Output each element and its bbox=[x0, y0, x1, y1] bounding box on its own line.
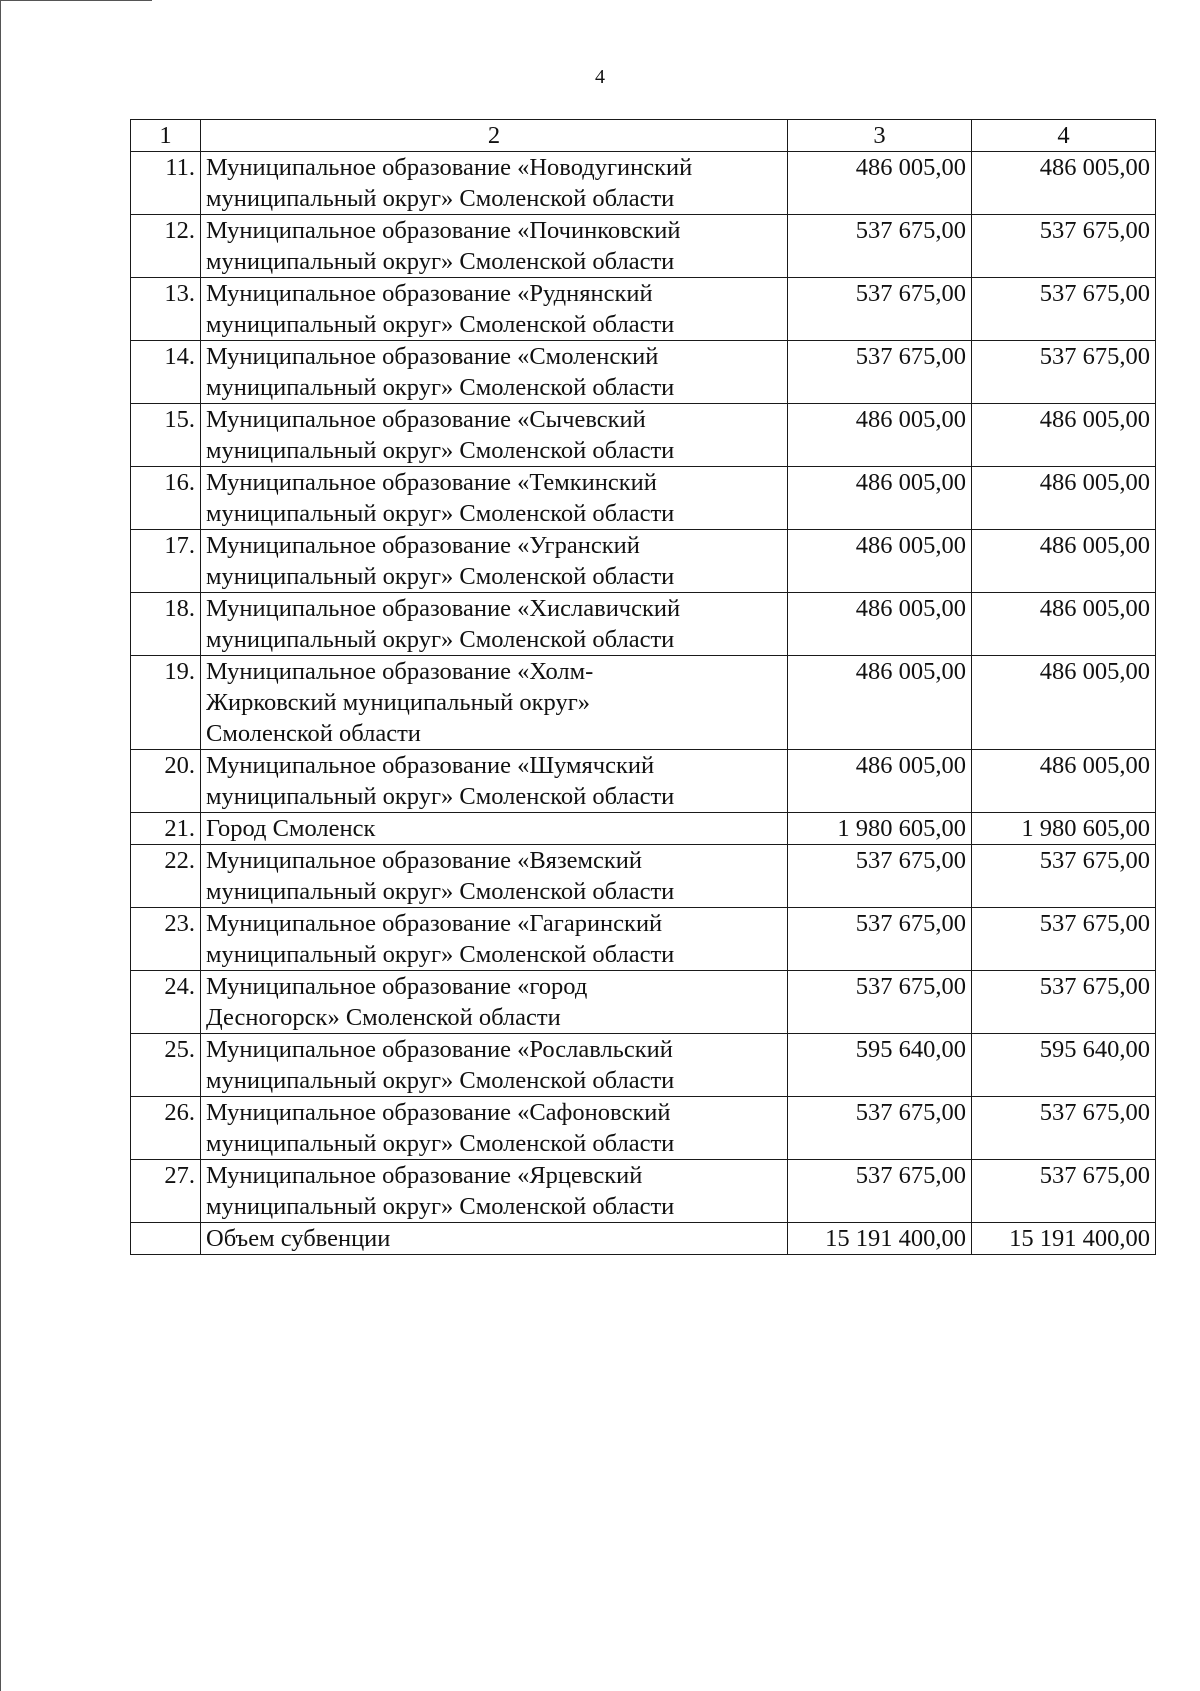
municipality-name-line: Муниципальное образование «Рославльский bbox=[206, 1036, 673, 1063]
row-number: 18. bbox=[131, 593, 201, 656]
amount-col-3: 486 005,00 bbox=[788, 152, 972, 215]
row-number: 24. bbox=[131, 971, 201, 1034]
row-number: 17. bbox=[131, 530, 201, 593]
header-col-4: 4 bbox=[972, 120, 1156, 152]
amount-col-4: 537 675,00 bbox=[972, 908, 1156, 971]
amount-col-4: 537 675,00 bbox=[972, 845, 1156, 908]
amount-col-4: 486 005,00 bbox=[972, 750, 1156, 813]
table-row bbox=[131, 656, 1156, 750]
row-number: 25. bbox=[131, 1034, 201, 1097]
municipality-name bbox=[201, 845, 788, 908]
amount-col-3: 486 005,00 bbox=[788, 530, 972, 593]
municipality-name bbox=[201, 1034, 788, 1097]
municipality-name bbox=[201, 341, 788, 404]
municipality-name-line: муниципальный округ» Смоленской области bbox=[206, 311, 675, 338]
header-col-1: 1 bbox=[131, 120, 201, 152]
row-number: 21. bbox=[131, 813, 201, 845]
municipality-name-line: муниципальный округ» Смоленской области bbox=[206, 185, 675, 212]
table-row bbox=[131, 467, 1156, 530]
table-row bbox=[131, 341, 1156, 404]
table-row bbox=[131, 908, 1156, 971]
amount-col-3: 486 005,00 bbox=[788, 656, 972, 750]
table-row bbox=[131, 404, 1156, 467]
table-row bbox=[131, 845, 1156, 908]
row-number: 23. bbox=[131, 908, 201, 971]
municipality-name-line: Муниципальное образование «Шумячский bbox=[206, 752, 655, 779]
municipality-name-line: Муниципальное образование «Смоленский bbox=[206, 343, 659, 370]
municipality-name-line: Город Смоленск bbox=[206, 815, 376, 842]
municipality-name-line: муниципальный округ» Смоленской области bbox=[206, 1067, 675, 1094]
amount-col-4: 486 005,00 bbox=[972, 404, 1156, 467]
table-row bbox=[131, 750, 1156, 813]
municipality-name bbox=[201, 813, 788, 845]
table-row bbox=[131, 278, 1156, 341]
row-number: 14. bbox=[131, 341, 201, 404]
municipality-name-line: муниципальный округ» Смоленской области bbox=[206, 941, 675, 968]
table-row bbox=[131, 971, 1156, 1034]
amount-col-3: 15 191 400,00 bbox=[788, 1223, 972, 1255]
amount-col-3: 537 675,00 bbox=[788, 1097, 972, 1160]
amount-col-4: 486 005,00 bbox=[972, 530, 1156, 593]
municipality-name-line: Муниципальное образование «город bbox=[206, 973, 588, 1000]
row-number: 11. bbox=[131, 152, 201, 215]
municipality-name bbox=[201, 1160, 788, 1223]
municipality-name-line: муниципальный округ» Смоленской области bbox=[206, 437, 675, 464]
amount-col-4: 537 675,00 bbox=[972, 1097, 1156, 1160]
amount-col-3: 537 675,00 bbox=[788, 845, 972, 908]
municipality-name-line: Десногорск» Смоленской области bbox=[206, 1004, 561, 1031]
amount-col-3: 537 675,00 bbox=[788, 1160, 972, 1223]
municipality-name-line: муниципальный округ» Смоленской области bbox=[206, 563, 675, 590]
municipality-name-line: муниципальный округ» Смоленской области bbox=[206, 783, 675, 810]
amount-col-4: 486 005,00 bbox=[972, 152, 1156, 215]
table-row bbox=[131, 813, 1156, 845]
amount-col-3: 486 005,00 bbox=[788, 593, 972, 656]
row-number: 15. bbox=[131, 404, 201, 467]
municipality-name-line: муниципальный округ» Смоленской области bbox=[206, 1130, 675, 1157]
municipality-name-line: муниципальный округ» Смоленской области bbox=[206, 878, 675, 905]
municipality-name bbox=[201, 152, 788, 215]
row-number: 26. bbox=[131, 1097, 201, 1160]
amount-col-3: 537 675,00 bbox=[788, 278, 972, 341]
municipality-name-line: муниципальный округ» Смоленской области bbox=[206, 374, 675, 401]
municipality-name-line: Муниципальное образование «Темкинский bbox=[206, 469, 657, 496]
amount-col-3: 537 675,00 bbox=[788, 215, 972, 278]
header-col-3: 3 bbox=[788, 120, 972, 152]
row-number: 20. bbox=[131, 750, 201, 813]
amount-col-3: 486 005,00 bbox=[788, 750, 972, 813]
amount-col-4: 1 980 605,00 bbox=[972, 813, 1156, 845]
municipality-name bbox=[201, 278, 788, 341]
municipality-name-line: Муниципальное образование «Починковский bbox=[206, 217, 681, 244]
municipality-name-line: Муниципальное образование «Вяземский bbox=[206, 847, 643, 874]
amount-col-4: 537 675,00 bbox=[972, 215, 1156, 278]
row-number: 13. bbox=[131, 278, 201, 341]
page-number: 4 bbox=[595, 66, 605, 88]
municipality-name-line: муниципальный округ» Смоленской области bbox=[206, 626, 675, 653]
table-row bbox=[131, 1097, 1156, 1160]
amount-col-4: 537 675,00 bbox=[972, 341, 1156, 404]
municipality-name bbox=[201, 1097, 788, 1160]
municipality-name-line: Муниципальное образование «Новодугинский bbox=[206, 154, 693, 181]
municipality-name-line: Муниципальное образование «Холм- bbox=[206, 658, 594, 685]
table-row bbox=[131, 1034, 1156, 1097]
table-body bbox=[131, 152, 1156, 1255]
municipality-name-line: Муниципальное образование «Гагаринский bbox=[206, 910, 663, 937]
municipality-name bbox=[201, 1223, 788, 1255]
municipality-name-line: Муниципальное образование «Сафоновский bbox=[206, 1099, 671, 1126]
amount-col-4: 15 191 400,00 bbox=[972, 1223, 1156, 1255]
amount-col-4: 595 640,00 bbox=[972, 1034, 1156, 1097]
row-number: 16. bbox=[131, 467, 201, 530]
amount-col-4: 537 675,00 bbox=[972, 278, 1156, 341]
municipality-name-line: Смоленской области bbox=[206, 720, 421, 747]
amount-col-3: 537 675,00 bbox=[788, 971, 972, 1034]
municipality-name-line: муниципальный округ» Смоленской области bbox=[206, 1193, 675, 1220]
municipality-name-line: Муниципальное образование «Хиславичский bbox=[206, 595, 681, 622]
municipality-name-line: Муниципальное образование «Сычевский bbox=[206, 406, 646, 433]
row-number: 12. bbox=[131, 215, 201, 278]
table-row bbox=[131, 593, 1156, 656]
municipality-name bbox=[201, 593, 788, 656]
row-number: 22. bbox=[131, 845, 201, 908]
municipality-name bbox=[201, 530, 788, 593]
amount-col-3: 486 005,00 bbox=[788, 404, 972, 467]
municipality-name-line: Объем субвенции bbox=[206, 1225, 391, 1252]
municipality-name-line: Муниципальное образование «Ярцевский bbox=[206, 1162, 643, 1189]
municipality-name-line: муниципальный округ» Смоленской области bbox=[206, 500, 675, 527]
row-number: 19. bbox=[131, 656, 201, 750]
municipality-name bbox=[201, 656, 788, 750]
amount-col-4: 537 675,00 bbox=[972, 1160, 1156, 1223]
amount-col-4: 486 005,00 bbox=[972, 593, 1156, 656]
amount-col-4: 486 005,00 bbox=[972, 467, 1156, 530]
amount-col-4: 537 675,00 bbox=[972, 971, 1156, 1034]
municipality-name bbox=[201, 404, 788, 467]
amount-col-4: 486 005,00 bbox=[972, 656, 1156, 750]
amount-col-3: 595 640,00 bbox=[788, 1034, 972, 1097]
row-number bbox=[131, 1223, 201, 1255]
header-row bbox=[131, 120, 1156, 152]
table-row bbox=[131, 1160, 1156, 1223]
header-col-2: 2 bbox=[201, 120, 788, 152]
table-row bbox=[131, 1223, 1156, 1255]
municipality-name bbox=[201, 215, 788, 278]
table-row bbox=[131, 530, 1156, 593]
municipality-name bbox=[201, 750, 788, 813]
subvention-table bbox=[130, 119, 1156, 1255]
amount-col-3: 486 005,00 bbox=[788, 467, 972, 530]
table-row bbox=[131, 215, 1156, 278]
municipality-name bbox=[201, 908, 788, 971]
amount-col-3: 1 980 605,00 bbox=[788, 813, 972, 845]
table-header bbox=[131, 120, 1156, 152]
municipality-name bbox=[201, 467, 788, 530]
municipality-name bbox=[201, 971, 788, 1034]
scan-edge-left bbox=[0, 0, 1, 1691]
table-row bbox=[131, 152, 1156, 215]
municipality-name-line: Муниципальное образование «Угранский bbox=[206, 532, 640, 559]
amount-col-3: 537 675,00 bbox=[788, 908, 972, 971]
row-number: 27. bbox=[131, 1160, 201, 1223]
scan-edge-top bbox=[0, 0, 152, 1]
amount-col-3: 537 675,00 bbox=[788, 341, 972, 404]
municipality-name-line: Муниципальное образование «Руднянский bbox=[206, 280, 653, 307]
municipality-name-line: муниципальный округ» Смоленской области bbox=[206, 248, 675, 275]
municipality-name-line: Жирковский муниципальный округ» bbox=[206, 689, 591, 716]
